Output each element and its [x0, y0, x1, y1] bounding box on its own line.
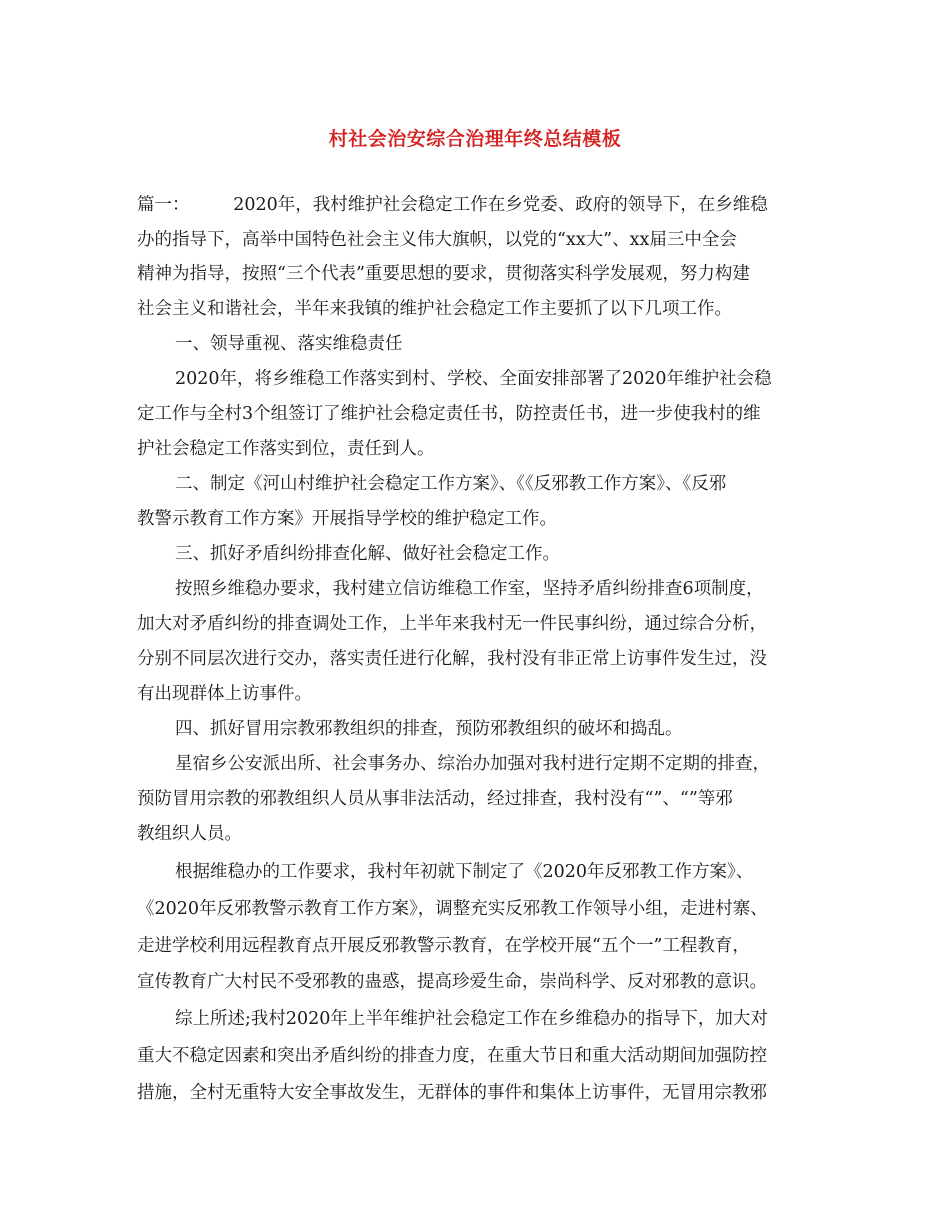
document-title: 村社会治安综合治理年终总结模板	[328, 128, 622, 150]
section-heading: 四、抓好冒用宗教邪教组织的排查，预防邪教组织的破坏和捣乱。	[175, 719, 683, 739]
section-heading: 一、领导重视、落实维稳责任	[175, 334, 403, 354]
body-line: 重大不稳定因素和突出矛盾纠纷的排查力度，在重大节日和重大活动期间加强防控	[137, 1046, 767, 1066]
body-line: 社会主义和谐社会，半年来我镇的维护社会稳定工作主要抓了以下几项工作。	[137, 299, 732, 319]
body-line: 宣传教育广大村民不受邪教的蛊惑，提高珍爱生命，崇尚科学、反对邪教的意识。	[137, 972, 767, 992]
body-line: 有出现群体上访事件。	[137, 684, 312, 704]
body-line: 护社会稳定工作落实到位，责任到人。	[137, 439, 435, 459]
body-line: 按照乡维稳办要求，我村建立信访维稳工作室，坚持矛盾纠纷排查6项制度，	[175, 579, 764, 599]
body-line: 教警示教育工作方案》开展指导学校的维护稳定工作。	[137, 509, 557, 529]
body-line: 根据维稳办的工作要求，我村年初就下制定了《2020年反邪教工作方案》、	[175, 862, 754, 882]
body-line: 预防冒用宗教的邪教组织人员从事非法活动，经过排查，我村没有“”、“”等邪	[137, 789, 733, 809]
section-heading: 三、抓好矛盾纠纷排查化解、做好社会稳定工作。	[175, 544, 560, 564]
body-line: 加大对矛盾纠纷的排查调处工作，上半年来我村无一件民事纠纷，通过综合分析，	[137, 614, 767, 634]
body-line: 星宿乡公安派出所、社会事务办、综治办加强对我村进行定期不定期的排查，	[175, 754, 770, 774]
body-line: 走进学校利用远程教育点开展反邪教警示教育，在学校开展“五个一”工程教育，	[137, 936, 750, 956]
body-line: 定工作与全村3个组签订了维护社会稳定责任书，防控责任书，进一步使我村的维	[137, 404, 761, 424]
section-heading: 二、制定《河山村维护社会稳定工作方案》、《《反邪教工作方案》、《反邪	[175, 474, 727, 494]
body-line: 综上所述;我村2020年上半年维护社会稳定工作在乡维稳办的指导下，加大对	[175, 1009, 768, 1029]
body-line: 教组织人员。	[137, 824, 242, 844]
body-line: 篇一： 2020年，我村维护社会稳定工作在乡党委、政府的领导下，在乡维稳	[137, 195, 768, 215]
body-line: 《2020年反邪教警示教育工作方案》，调整充实反邪教工作领导小组，走进村寨、	[137, 899, 768, 919]
body-line: 办的指导下，高举中国特色社会主义伟大旗帜，以党的“xx大”、xx届三中全会	[137, 230, 737, 250]
body-line: 2020年，将乡维稳工作落实到村、学校、全面安排部署了2020年维护社会稳	[175, 369, 772, 389]
body-line: 措施，全村无重特大安全事故发生，无群体的事件和集体上访事件，无冒用宗教邪	[137, 1083, 767, 1103]
body-line: 分别不同层次进行交办，落实责任进行化解，我村没有非正常上访事件发生过，没	[137, 649, 767, 669]
body-line: 精神为指导，按照“三个代表”重要思想的要求，贯彻落实科学发展观，努力构建	[137, 264, 750, 284]
